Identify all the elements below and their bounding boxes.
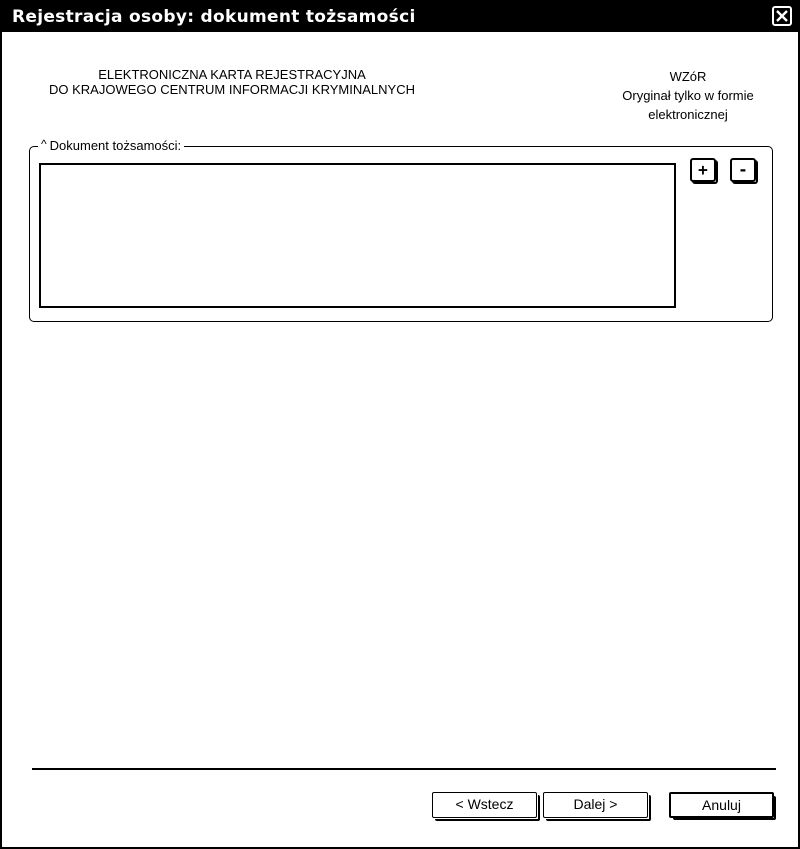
watermark-note-line1: Oryginał tylko w formie [622, 88, 754, 103]
group-legend[interactable] [38, 138, 184, 153]
group-legend-label: Dokument tożsamości: [49, 138, 182, 153]
form-heading-line1: ELEKTRONICZNA KARTA REJESTRACYJNA [98, 67, 366, 82]
footer-separator [32, 768, 776, 770]
minus-icon: - [738, 160, 748, 179]
cancel-button[interactable] [669, 792, 774, 818]
identity-document-group [29, 136, 773, 322]
plus-icon: + [698, 160, 708, 179]
add-document-button[interactable] [690, 158, 716, 182]
title-bar [2, 2, 798, 32]
next-button[interactable] [543, 792, 648, 818]
window-title: Rejestracja osoby: dokument tożsamości [12, 7, 416, 27]
form-heading [22, 67, 442, 97]
collapse-caret-icon[interactable]: ^ [41, 136, 47, 151]
back-button[interactable] [432, 792, 537, 818]
remove-document-button[interactable] [730, 158, 756, 182]
watermark-note [598, 67, 778, 124]
cancel-button-label: Anuluj [702, 797, 741, 813]
form-heading-line2: DO KRAJOWEGO CENTRUM INFORMACJI KRYMINALNYCH [49, 82, 415, 97]
watermark-note-line2: elektronicznej [648, 107, 728, 122]
close-icon [776, 10, 788, 22]
next-button-label: Dalej > [573, 796, 618, 812]
identity-document-list[interactable] [39, 163, 676, 308]
close-button[interactable] [772, 6, 792, 26]
back-button-label: < Wstecz [455, 796, 514, 812]
watermark-label: WZóR [669, 69, 707, 84]
